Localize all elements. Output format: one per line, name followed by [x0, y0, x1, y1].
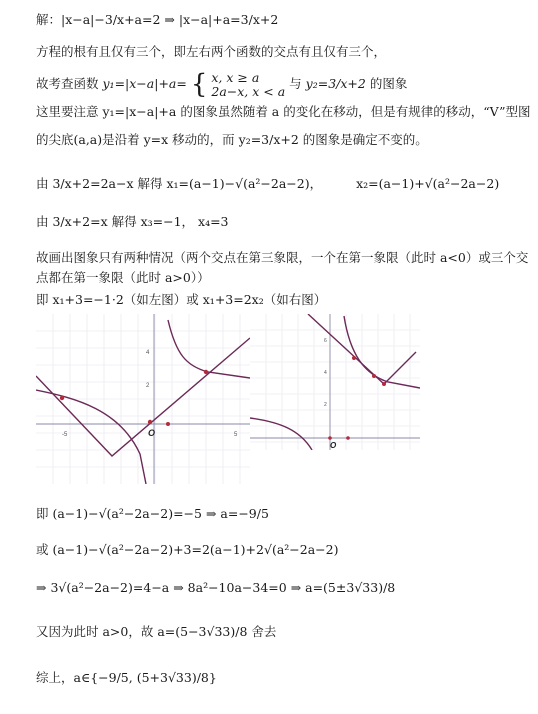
- right-hyperbola-left-branch: [250, 418, 312, 450]
- line-7: 由 3/x+2=x 解得 x₃=−1， x₄=3: [36, 214, 229, 229]
- line-14: 又因为此时 a>0，故 a=(5−3√33)/8 舍去: [36, 624, 277, 639]
- right-marker-point-1: [328, 436, 332, 440]
- line-11: 即 (a−1)−√(a²−2a−2)=−5 ⇒ a=−9/5: [36, 506, 269, 521]
- line-6: [36, 176, 499, 192]
- line-5: 的尖底(a,a)是沿着 y=x 移动的，而 y₂=3/x+2 的图象是确定不变的。: [36, 132, 428, 147]
- piecewise-case-2: 2a−x, x < a: [211, 83, 286, 99]
- right-marker-point-2: [346, 436, 350, 440]
- left-y-tick-2: 2: [146, 383, 150, 389]
- right-y-tick-4: 4: [324, 370, 327, 376]
- line-9: 点都在第一象限（此时 a>0））: [36, 270, 210, 285]
- line-4: 这里要注意 y₁=|x−a|+a 的图象虽然随着 a 的变化在移动，但是有规律的移动，“V”型图: [36, 104, 531, 119]
- line-2: 方程的根有且仅有三个，即左右两个函数的交点有且仅有三个，: [36, 44, 387, 59]
- left-graph: [36, 314, 250, 487]
- right-hyperbola-right-branch: [344, 316, 420, 388]
- line-3-prefix: 故考查函数: [36, 76, 99, 91]
- right-graph: [250, 314, 420, 453]
- line-3: [36, 70, 407, 99]
- left-origin-label: O: [148, 428, 156, 438]
- right-graph-svg: [250, 314, 420, 450]
- line-8: 故画出图象只有两种情况（两个交点在第三象限，一个在第一象限（此时 a<0）或三个交: [36, 250, 529, 265]
- piecewise-brace: {: [190, 69, 208, 100]
- right-intersection-point-2: [372, 374, 376, 378]
- right-intersection-point-1: [352, 356, 356, 360]
- right-origin-label: O: [330, 441, 337, 450]
- line-15: 综上，a∈{−9/5, (5+3√33)/8}: [36, 670, 217, 685]
- left-intersection-point-2: [148, 420, 152, 424]
- line-3-suffix: 的图象: [369, 76, 408, 91]
- left-x-tick-neg5: -5: [62, 432, 68, 438]
- line-12: 或 (a−1)−√(a²−2a−2)+3=2(a−1)+2√(a²−2a−2): [36, 542, 339, 557]
- left-graph-svg: [36, 314, 250, 484]
- left-marker-point: [166, 422, 170, 426]
- right-grid: [250, 314, 420, 450]
- y1-definition: y₁=|x−a|+a=: [102, 76, 187, 91]
- left-y-tick-4: 4: [146, 350, 150, 356]
- piecewise-case-1: x, x ≥ a: [211, 69, 260, 85]
- line-6-part-b: x₂=(a−1)+√(a²−2a−2): [356, 176, 500, 191]
- right-y-tick-2: 2: [324, 402, 327, 408]
- line-13: ⇒ 3√(a²−2a−2)=4−a ⇒ 8a²−10a−34=0 ⇒ a=(5±3√33)/8: [36, 580, 396, 595]
- right-y-tick-6: 6: [324, 338, 327, 344]
- piecewise-cases: [211, 71, 285, 99]
- left-hyperbola-left-branch: [36, 390, 146, 484]
- y2-definition: y₂=3/x+2: [305, 76, 366, 91]
- line-1: 解：|x−a|−3/x+a=2 ⇒ |x−a|+a=3/x+2: [36, 12, 279, 27]
- left-intersection-point-1: [60, 396, 64, 400]
- line-10: 即 x₁+3=−1·2（如左图）或 x₁+3=2x₂（如右图）: [36, 292, 327, 307]
- right-intersection-point-3: [382, 382, 386, 386]
- left-intersection-point-3: [204, 370, 208, 374]
- line-6-part-a: 由 3/x+2=2a−x 解得 x₁=(a−1)−√(a²−2a−2)，: [36, 176, 323, 191]
- left-v-graph: [36, 338, 250, 456]
- left-grid: [36, 314, 250, 484]
- left-x-tick-5: 5: [234, 432, 238, 438]
- line-3-mid: 与: [289, 76, 302, 91]
